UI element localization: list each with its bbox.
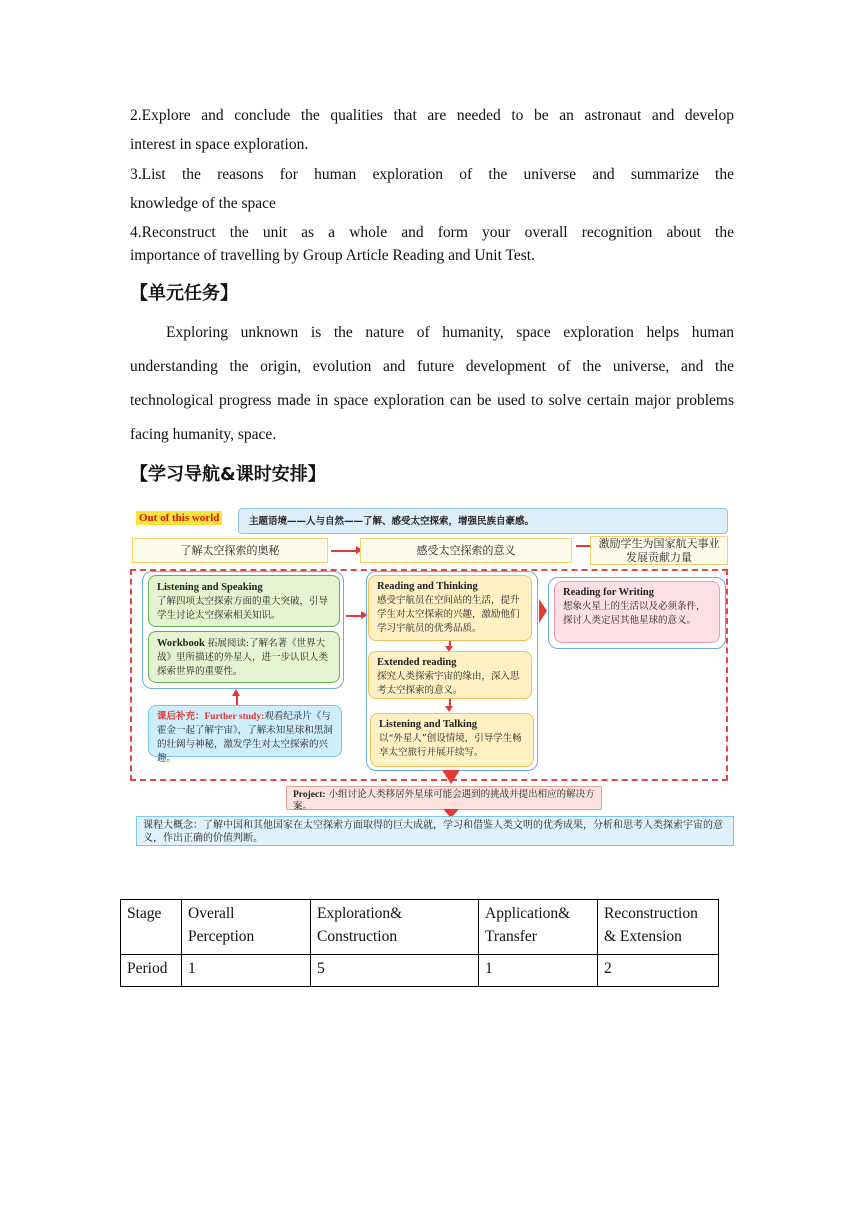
reading-writing-title: Reading for Writing: [563, 587, 655, 598]
objective-3-line1: 3.List the reasons for human exploration of the universe and summarize the: [130, 166, 734, 183]
big-concept-box: 课程大概念：了解中国和其他国家在太空探索方面取得的巨大成就，学习和借鉴人类文明的优秀成果，分析和思考人类探索宇宙的意义，作出正确的价值判断。: [136, 816, 734, 846]
table-cell: 1: [182, 955, 311, 987]
learning-navigation-diagram: [130, 505, 736, 850]
table-cell: 2: [598, 955, 719, 987]
left-to-middle-arrow: [346, 615, 362, 617]
reading-thinking-box: [368, 575, 532, 641]
reading-thinking-body: 感受宇航员在空间站的生活，提升学生对太空探索的兴趣，激励他们学习宇航员的优秀品质。: [377, 595, 520, 634]
table-cell: Stage: [121, 900, 182, 955]
workbook-title: Workbook: [157, 638, 205, 649]
project-box: [286, 786, 602, 810]
objective-4-line1: 4.Reconstruct the unit as a whole and form your overall recognition about the: [130, 224, 734, 241]
further-study-arrow: [236, 695, 238, 705]
listening-talking-title: Listening and Talking: [379, 719, 478, 730]
extended-reading-title: Extended reading: [377, 657, 457, 668]
unit-task-heading: 【单元任务】: [130, 283, 238, 304]
extended-reading-box: [368, 651, 532, 699]
further-study-body: 观看纪录片《与霍金一起了解宇宙》，了解未知星球和黑洞的壮阔与神秘，激发学生对太空探索的兴趣。: [157, 711, 333, 764]
objective-2-line1: 2.Explore and conclude the qualities that are needed to be an astronaut and develop: [130, 107, 734, 124]
objective-2-line2: interest in space exploration.: [130, 136, 309, 153]
objective-4: [130, 221, 734, 267]
further-study-arrow-head: [232, 689, 240, 696]
table-cell: Overall Perception: [182, 900, 311, 955]
objective-3-line2: knowledge of the space: [130, 195, 276, 212]
project-arrow-head: [442, 770, 460, 784]
further-study-box: [148, 705, 342, 764]
middle-to-right-arrow-head: [539, 599, 547, 623]
navigation-heading: 【学习导航&课时安排】: [130, 464, 326, 485]
table-cell: 1: [479, 955, 598, 987]
reading-writing-box: [554, 581, 720, 643]
stage-arrow-1: [331, 550, 357, 552]
workbook-box: [148, 631, 340, 683]
stage-2-box: 感受太空探索的意义: [360, 538, 572, 563]
table-row: [121, 955, 719, 987]
unit-task-body: Exploring unknown is the nature of humanity, space exploration helps human understanding the origin, evolution and future development of the universe, and the technological progress made in space exploration can be used to solve certain major problems facing humanity, space.: [130, 324, 734, 443]
stage-3-box: 激励学生为国家航天事业发展贡献力量: [590, 536, 728, 565]
theme-context-box: 主题语境——人与自然——了解、感受太空探索，增强民族自豪感。: [238, 508, 728, 534]
unit-title-tag: Out of this world: [136, 511, 222, 525]
listening-talking-box: [370, 713, 534, 767]
schedule-table: [120, 899, 719, 987]
further-study-label: 课后补充：Further study:: [157, 712, 265, 722]
reading-writing-body: 想象火星上的生活以及必须条件，探讨人类定居其他星球的意义。: [563, 601, 706, 626]
listening-speaking-box: [148, 575, 340, 627]
table-cell: Period: [121, 955, 182, 987]
listening-speaking-title: Listening and Speaking: [157, 582, 263, 593]
table-cell: Exploration& Construction: [311, 900, 479, 955]
table-cell: 5: [311, 955, 479, 987]
reading-thinking-title: Reading and Thinking: [377, 581, 478, 592]
stage-1-box: 了解太空探索的奥秘: [132, 538, 328, 563]
extended-reading-body: 探究人类探索宇宙的缘由，深入思考太空探索的意义。: [377, 671, 520, 696]
table-header-row: [121, 900, 719, 955]
listening-talking-body: 以“外星人”创设情境，引导学生畅享太空旅行并展开续写。: [379, 733, 522, 758]
listening-speaking-body: 了解四项太空探索方面的重大突破，引导学生讨论太空探索相关知识。: [157, 596, 329, 621]
objective-2: [130, 101, 734, 159]
table-cell: Reconstruction & Extension: [598, 900, 719, 955]
middle-arrow-2-head: [445, 706, 453, 712]
table-cell: Application& Transfer: [479, 900, 598, 955]
objective-4-line2: importance of travelling by Group Article Reading and Unit Test.: [130, 247, 535, 264]
workbook-body: 拓展阅读:了解名著《世界大战》里所描述的外星人，进一步认识人类探索世界的重要性。: [157, 638, 329, 677]
project-label: Project:: [293, 790, 326, 800]
project-body: 小组讨论人类移居外星球可能会遇到的挑战并提出相应的解决方案。: [293, 789, 595, 812]
objective-3: [130, 160, 734, 218]
